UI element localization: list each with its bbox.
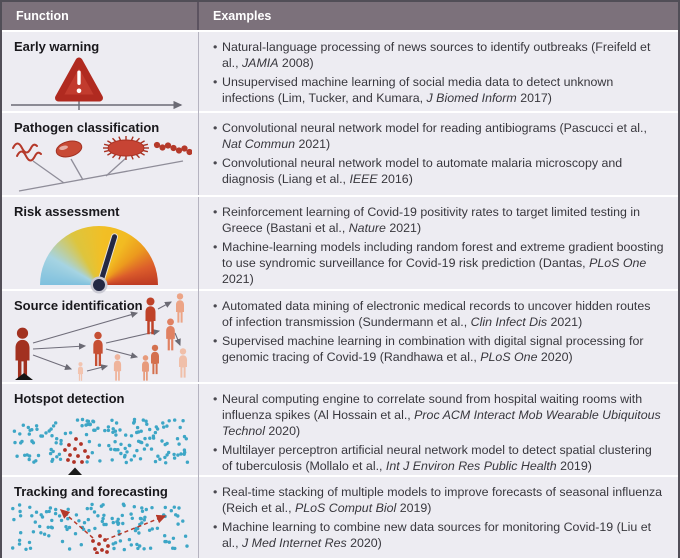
example-text-segment: Neural computing engine to correlate sound from hospital waiting rooms with influenza spikes (Al Hossain et al., <box>222 392 643 422</box>
example-text-segment: 2017) <box>516 91 552 105</box>
warning-triangle-timeline-icon <box>7 53 192 111</box>
example-text-segment: 2019) <box>396 501 432 515</box>
example-text-segment: 2019) <box>556 459 592 473</box>
example-item <box>212 74 664 106</box>
example-text-segment: 2021) <box>547 315 583 329</box>
example-item <box>212 298 664 330</box>
function-cell <box>2 477 199 558</box>
examples-cell <box>199 197 678 294</box>
examples-list <box>212 204 664 287</box>
risk-gauge-icon <box>40 226 158 285</box>
example-text-segment: Supervised machine learning in combination with digital signal processing for genomic tracing of Covid-19 (Randhawa et al., <box>222 334 644 364</box>
examples-list <box>212 120 664 187</box>
function-cell <box>2 113 199 195</box>
example-item <box>212 120 664 152</box>
example-text-segment: Nature <box>348 221 386 235</box>
pathogen-cladogram-icon <box>7 135 192 193</box>
example-text-segment: IEEE <box>349 172 378 186</box>
examples-list <box>212 298 664 365</box>
example-text-segment: 2020) <box>537 350 573 364</box>
hotspot-marker-triangle <box>68 468 82 476</box>
example-text-segment: 2021) <box>385 221 422 235</box>
examples-cell <box>199 477 678 558</box>
function-label: Tracking and forecasting <box>14 484 168 499</box>
example-text-segment: Unsupervised machine learning of social media data to detect unknown infections (Lim, Tucker, and Kumara, <box>222 75 614 105</box>
table-row-hotspot-detection <box>2 384 678 475</box>
example-text-segment: Convolutional neural network model to automate malaria microscopy and diagnosis (Liang et al., <box>222 156 623 186</box>
examples-cell <box>199 291 678 382</box>
dot-map-forecast-arrows-icon <box>7 502 192 554</box>
example-text-segment: PLoS Comput Biol <box>295 501 397 515</box>
function-label: Risk assessment <box>14 204 120 219</box>
example-item <box>212 333 664 365</box>
example-text-segment: Int J Environ Res Public Health <box>385 459 557 473</box>
column-header-examples: Examples <box>213 9 272 23</box>
column-header-function: Function <box>2 2 199 30</box>
example-item <box>212 239 664 287</box>
table-row-source-identification <box>2 291 678 382</box>
examples-list <box>212 39 664 106</box>
example-text-segment: Machine learning to combine new data sources for monitoring Covid-19 (Liu et al., <box>222 520 652 550</box>
example-text-segment: JAMIA <box>241 56 279 70</box>
example-text-segment: PLoS One <box>589 256 647 270</box>
table-body <box>2 30 678 560</box>
example-text-segment: Natural-language processing of news sources to identify outbreaks (Freifeld et al., <box>222 40 651 70</box>
examples-cell <box>199 113 678 195</box>
example-text-segment: Clin Infect Dis <box>470 315 548 329</box>
example-text-segment: J Biomed Inform <box>426 91 517 105</box>
function-cell <box>2 32 199 113</box>
examples-cell <box>199 384 678 481</box>
example-text-segment: Multilayer perceptron artificial neural network model to detect spatial clustering of tuberculosis (Mollalo et al., <box>222 443 652 473</box>
table-row-pathogen-classification <box>2 113 678 195</box>
example-text-segment: Automated data mining of electronic medical records to uncover hidden routes of infection transmission (Sundermann et al., <box>222 299 651 329</box>
example-text-segment: 2021) <box>295 137 331 151</box>
example-text-segment: Proc ACM Interact Mob Wearable Ubiquitous Technol <box>222 408 661 438</box>
examples-cell <box>199 32 678 113</box>
function-label: Pathogen classification <box>14 120 160 135</box>
example-text-segment: 2021) <box>222 272 254 286</box>
example-text-segment: J Med Internet Res <box>241 536 347 550</box>
function-label: Source identification <box>14 298 143 313</box>
example-text-segment: 2008) <box>278 56 314 70</box>
function-cell <box>2 197 199 294</box>
example-item <box>212 391 664 439</box>
dot-map-hotspot-icon <box>7 411 192 479</box>
gauge-pivot <box>93 279 105 291</box>
example-text-segment: 2020) <box>264 424 301 438</box>
example-item <box>212 204 664 236</box>
example-text-segment: Reinforcement learning of Covid-19 positivity rates to target limited testing in Greece (Bastani et al., <box>222 205 641 235</box>
examples-list <box>212 391 664 474</box>
example-text-segment: PLoS One <box>480 350 538 364</box>
example-item <box>212 484 664 516</box>
function-label: Hotspot detection <box>14 391 125 406</box>
example-item <box>212 39 664 71</box>
example-item <box>212 442 664 474</box>
example-text-segment: Real-time stacking of multiple models to improve forecasts of seasonal influenza (Reich et al., <box>222 485 663 515</box>
example-item <box>212 519 664 551</box>
function-label: Early warning <box>14 39 100 54</box>
table-row-tracking-forecasting <box>2 477 678 558</box>
table-row-early-warning <box>2 32 678 111</box>
table-header-row <box>2 2 678 30</box>
example-item <box>212 155 664 187</box>
example-text-segment: Machine-learning models including random forest and extreme gradient boosting to use syndromic surveillance for Covid-19 risk prediction (Dantas, <box>222 240 664 270</box>
table-row-risk-assessment <box>2 197 678 289</box>
example-text-segment: Convolutional neural network model for reading antibiograms (Pascucci et al., <box>222 121 647 135</box>
example-text-segment: 2016) <box>377 172 413 186</box>
example-text-segment: Nat Commun <box>222 137 295 151</box>
examples-list <box>212 484 664 551</box>
function-cell <box>2 291 199 382</box>
function-cell <box>2 384 199 481</box>
example-text-segment: 2020) <box>346 536 382 550</box>
